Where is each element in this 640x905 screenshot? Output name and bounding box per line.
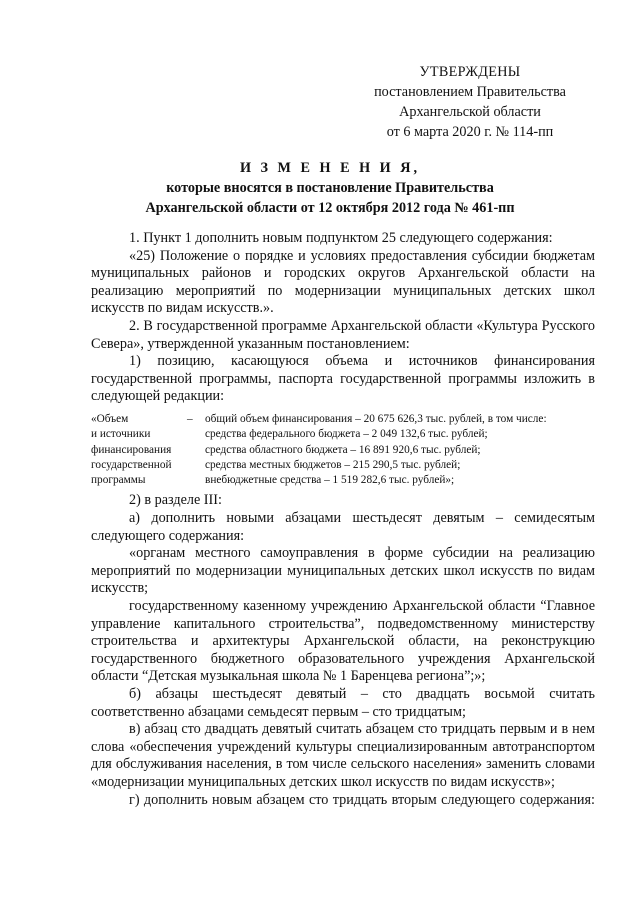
heading-line: Архангельской области от 12 октября 2012 года № 461-пп	[145, 200, 515, 216]
paragraph: государственному казенному учреждению Архангельской области “Главное управление капитального строительства”, подведомственному министерству строительства и архитектуры Архангельской области, на реконструкцию государственного бюджетного образовательного учреждения Архангельской области “Детская музыкальная школа № 1 Баренцева региона”;»;	[91, 597, 595, 685]
heading-title: И З М Е Н Е Н И Я,	[239, 160, 421, 176]
paragraph: 2) в разделе III:	[129, 492, 222, 509]
paragraph: в) абзац сто двадцать девятый считать абзацем сто тридцать первым и в нем слова «обеспечения учреждений культуры специализированным автотранспортом для обслуживания населения, в том числе сельского населения» заменить словами «модернизации муниципальных детских школ искусств по видам искусств»;	[91, 721, 595, 790]
funding-table	[91, 412, 595, 488]
funding-label-line: и источники	[91, 428, 151, 441]
funding-label-line: финансирования	[91, 443, 172, 456]
funding-value-line: средства местных бюджетов – 215 290,5 тыс. рублей;	[205, 458, 461, 471]
paragraph: 1) позицию, касающуюся объема и источников финансирования государственной программы, паспорта государственной программы изложить в следующей редакции:	[91, 353, 595, 405]
approval-title: УТВЕРЖДЕНЫ	[419, 64, 521, 80]
funding-label-line: программы	[91, 474, 146, 487]
funding-label-line: государственной	[91, 458, 172, 471]
funding-label-line: «Объем	[91, 412, 129, 425]
paragraph: 2. В государственной программе Архангельской области «Культура Русского Севера», утвержденной указанным постановлением:	[91, 317, 595, 352]
paragraph: «органам местного самоуправления в форме субсидии на реализацию мероприятий по модернизации муниципальных детских школ искусств по видам искусств;	[91, 545, 595, 597]
paragraph: 1. Пункт 1 дополнить новым подпунктом 25 следующего содержания:	[129, 230, 553, 246]
approval-stamp	[340, 62, 600, 142]
funding-value-line: средства областного бюджета – 16 891 920,6 тыс. рублей;	[205, 443, 481, 456]
approval-line: от 6 марта 2020 г. № 114-пп	[386, 124, 554, 140]
heading-line: которые вносятся в постановление Правительства	[166, 180, 494, 196]
funding-value-line: общий объем финансирования – 20 675 626,3 тыс. рублей, в том числе:	[205, 412, 547, 425]
approval-line: Архангельской области	[399, 104, 541, 120]
funding-value-line: внебюджетные средства – 1 519 282,6 тыс. рублей»;	[205, 474, 455, 487]
paragraph: а) дополнить новыми абзацами шестьдесят девятым – семидесятым следующего содержания:	[91, 510, 595, 544]
paragraph: «25) Положение о порядке и условиях предоставления субсидии бюджетам муниципальных районов и городских округов Архангельской области на реализацию мероприятий по модернизации муниципальных детских школ искусств по видам искусств.».	[91, 247, 595, 317]
paragraph: б) абзацы шестьдесят девятый – сто двадцать восьмой считать соответственно абзацами семьдесят первым – сто тридцатым;	[91, 685, 595, 720]
paragraph: г) дополнить новым абзацем сто тридцать вторым следующего содержания:	[129, 791, 595, 808]
funding-table-values	[205, 412, 595, 488]
funding-dash: –	[187, 412, 193, 425]
document-body	[91, 230, 595, 809]
funding-table-label	[91, 412, 187, 488]
funding-value-line: средства федерального бюджета – 2 049 132,6 тыс. рублей;	[205, 428, 488, 441]
document-heading	[80, 158, 580, 218]
approval-line: постановлением Правительства	[374, 84, 566, 100]
